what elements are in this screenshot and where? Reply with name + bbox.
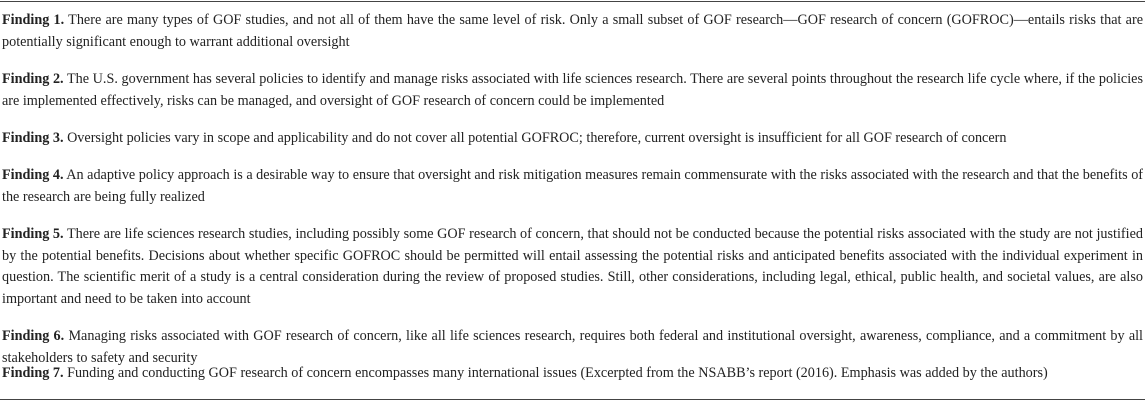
finding-text: There are many types of GOF studies, and not all of them have the same level of risk. Only a small subset of GOF research—GOF research of concern (GOFROC)—entails risks that are potentially significant enough to warrant additional oversight: [2, 12, 1143, 50]
finding-label: Finding 6.: [2, 328, 65, 344]
finding-5: [2, 224, 1143, 310]
finding-label: Finding 5.: [2, 226, 64, 242]
finding-text: Managing risks associated with GOF research of concern, like all life sciences research, requires both federal and institutional oversight, awareness, compliance, and a commitment by all stakeholders to safety and security: [2, 328, 1143, 366]
finding-text: The U.S. government has several policies to identify and manage risks associated with life sciences research. There are several points throughout the research life cycle where, if the policies are implemented effectively, risks can be managed, and oversight of GOF research of concern could be implemented: [2, 71, 1143, 109]
finding-7: [2, 363, 1143, 385]
finding-label: Finding 7.: [2, 365, 64, 381]
finding-3: [2, 128, 1143, 150]
finding-2: [2, 69, 1143, 112]
finding-text: There are life sciences research studies, including possibly some GOF research of concern, that should not be conducted because the potential risks associated with the study are not justified by the potential benefits. Decisions about whether specific GOFROC should be permitted will entail assessing the potential risks and anticipated benefits associated with the individual experiment in question. The scientific merit of a study is a central consideration during the review of proposed studies. Still, other considerations, including legal, ethical, public health, and societal values, are also important and need to be taken into account: [2, 226, 1143, 307]
finding-text: Oversight policies vary in scope and applicability and do not cover all potential GOFROC; therefore, current oversight is insufficient for all GOF research of concern: [67, 130, 1007, 146]
finding-text: An adaptive policy approach is a desirable way to ensure that oversight and risk mitigation measures remain commensurate with the risks associated with the research and that the benefits of the research are being fully realized: [2, 167, 1144, 205]
finding-label: Finding 3.: [2, 130, 64, 146]
finding-text: Funding and conducting GOF research of concern encompasses many international issues (Excerpted from the NSABB’s report (2016). Emphasis was added by the authors): [67, 365, 1048, 381]
finding-4: [2, 165, 1143, 208]
finding-1: [2, 10, 1143, 53]
finding-label: Finding 1.: [2, 12, 65, 28]
top-rule: [0, 1, 1145, 2]
finding-label: Finding 4.: [2, 167, 64, 183]
finding-label: Finding 2.: [2, 71, 64, 87]
bottom-rule: [0, 399, 1145, 400]
